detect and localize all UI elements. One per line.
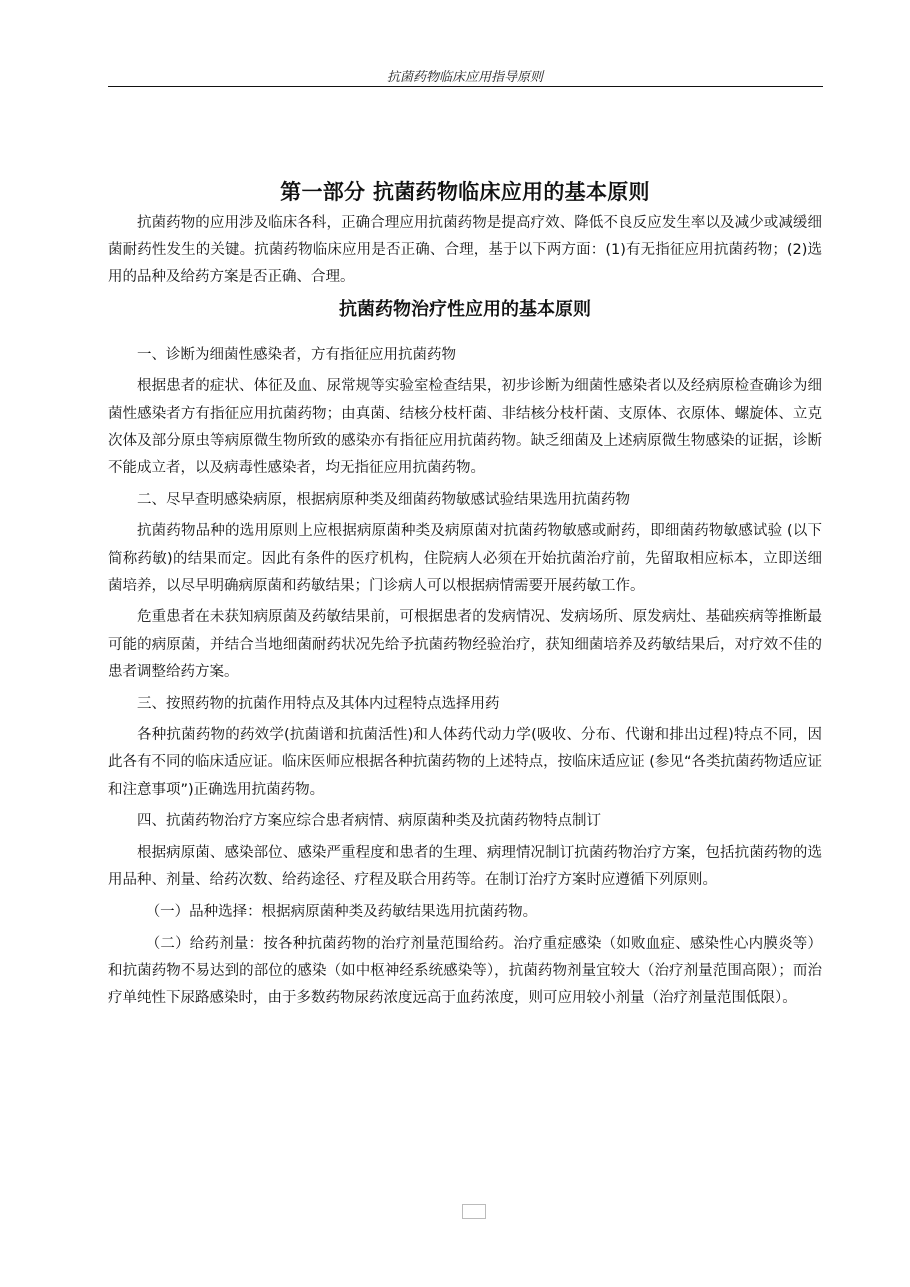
heading-1-diagnosis: 一、诊断为细菌性感染者，方有指征应用抗菌药物 xyxy=(137,346,456,363)
heading-4-treatment-plan: 四、抗菌药物治疗方案应综合患者病情、病原菌种类及抗菌药物特点制订 xyxy=(137,813,601,830)
page-number-box xyxy=(462,1204,486,1219)
running-header: 抗菌药物临床应用指导原则 xyxy=(386,70,543,85)
heading-2-pathogen: 二、尽早查明感染病原，根据病原种类及细菌药物敏感试验结果选用抗菌药物 xyxy=(137,491,630,508)
heading-3-drug-properties: 三、按照药物的抗菌作用特点及其体内过程特点选择用药 xyxy=(137,695,500,712)
paragraph-treatment-plan: 根据病原菌、感染部位、感染严重程度和患者的生理、病理情况制订抗菌药物治疗方案，包括抗菌药物的选用品种、剂量、给药次数、给药途径、疗程及联合用药等。在制订治疗方案时应遵循下列原则。 xyxy=(108,845,822,889)
header-divider xyxy=(108,86,823,87)
paragraph-pharmacology: 各种抗菌药物的药效学(抗菌谱和抗菌活性)和人体药代动力学(吸收、分布、代谢和排出过程)特点不同，因此各有不同的临床适应证。临床医师应根据各种抗菌药物的上述特点，按临床适应证 (参见“各类抗菌药物适应证和注意事项”)正确选用抗菌药物。 xyxy=(108,727,822,798)
document-body xyxy=(108,174,822,1012)
page-title: 第一部分 抗菌药物临床应用的基本原则 xyxy=(280,180,650,204)
sub-item-variety-selection: （一）品种选择：根据病原菌种类及药敏结果选用抗菌药物。 xyxy=(145,903,538,920)
sub-item-dosage: （二）给药剂量：按各种抗菌药物的治疗剂量范围给药。治疗重症感染（如败血症、感染性心内膜炎等）和抗菌药物不易达到的部位的感染（如中枢神经系统感染等），抗菌药物剂量宜较大（治疗剂量范围高限）；而治疗单纯性下尿路感染时，由于多数药物尿药浓度远高于血药浓度，则可应用较小剂量（治疗剂量范围低限）。 xyxy=(108,935,822,1007)
paragraph-critical-patients: 危重患者在未获知病原菌及药敏结果前，可根据患者的发病情况、发病场所、原发病灶、基础疾病等推断最可能的病原菌，并结合当地细菌耐药状况先给予抗菌药物经验治疗，获知细菌培养及药敏结果后，对疗效不佳的患者调整给药方案。 xyxy=(108,609,822,680)
paragraph-drug-selection: 抗菌药物品种的选用原则上应根据病原菌种类及病原菌对抗菌药物敏感或耐药，即细菌药物敏感试验 (以下简称药敏)的结果而定。因此有条件的医疗机构，住院病人必须在开始抗菌治疗前，先留取相应标本，立即送细菌培养，以尽早明确病原菌和药敏结果；门诊病人可以根据病情需要开展药敏工作。 xyxy=(108,523,822,594)
intro-paragraph: 抗菌药物的应用涉及临床各科，正确合理应用抗菌药物是提高疗效、降低不良反应发生率以及减少或减缓细菌耐药性发生的关键。抗菌药物临床应用是否正确、合理，基于以下两方面：(1)有无指征应用抗菌药物；(2)选用的品种及给药方案是否正确、合理。 xyxy=(108,215,822,286)
paragraph-diagnosis: 根据患者的症状、体征及血、尿常规等实验室检查结果，初步诊断为细菌性感染者以及经病原检查确诊为细菌性感染者方有指征应用抗菌药物；由真菌、结核分枝杆菌、非结核分枝杆菌、支原体、衣原体、螺旋体、立克次体及部分原虫等病原微生物所致的感染亦有指征应用抗菌药物。缺乏细菌及上述病原微生物感染的证据，诊断不能成立者，以及病毒性感染者，均无指征应用抗菌药物。 xyxy=(108,378,822,476)
section-title: 抗菌药物治疗性应用的基本原则 xyxy=(339,298,591,320)
